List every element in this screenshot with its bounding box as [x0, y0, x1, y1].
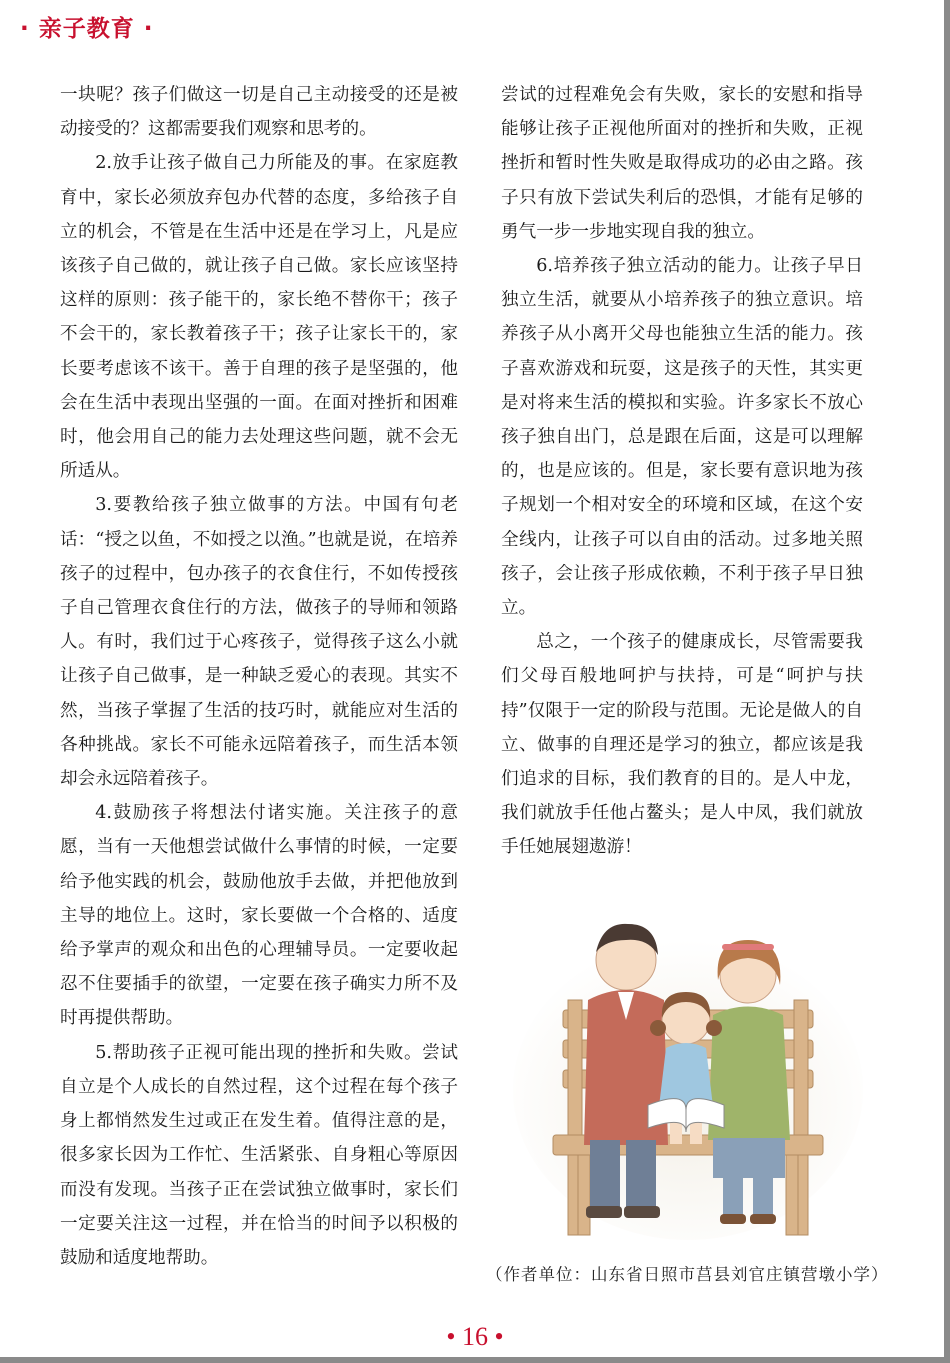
paragraph: 5.帮助孩子正视可能出现的挫折和失败。尝试自立是个人成长的自然过程，这个过程在每个孩子身上都悄然发生过或正在发生着。值得注意的是，很多家长因为工作忙、生活紧张、自身粗心等原因而没有发现。当孩子正在尝试独立做事时，家长们一定要关注这一过程，并在恰当的时间予以积极的鼓励和适度地帮助。: [60, 1042, 458, 1268]
paragraph: 3.要教给孩子独立做事的方法。中国有句老话：“授之以鱼，不如授之以渔。”也就是说，在培养孩子的过程中，包办孩子的衣食住行，不如传授孩子自己管理衣食住行的方法，做孩子的导师和领路人。有时，我们过于心疼孩子，觉得孩子这么小就让孩子自己做事，是一种缺乏爱心的表现。其实不然，当孩子掌握了生活的技巧时，就能应对生活的各种挑战。家长不可能永远陪着孩子，而生活本领却会永远陪着孩子。: [60, 495, 458, 790]
paragraph: 6.培养孩子独立活动的能力。让孩子早日独立生活，就要从小培养孩子的独立意识。培养孩子从小离开父母也能独立生活的能力。孩子喜欢游戏和玩耍，这是孩子的天性，其实更是对将来生活的模拟和实验。许多家长不放心孩子独自出门，总是跟在后面，这是可以理解的，也是应该的。但是，家长要有意识地为孩子规划一个相对安全的环境和区域，在这个安全线内，让孩子可以自由的活动。过多地关照孩子，会让孩子形成依赖，不利于孩子早日独立。: [501, 256, 863, 619]
right-column: [501, 78, 863, 865]
paragraph: 一块呢？孩子们做这一切是自己主动接受的还是被动接受的？这都需要我们观察和思考的。: [60, 85, 458, 140]
paragraph: 4.鼓励孩子将想法付诸实施。关注孩子的意愿，当有一天他想尝试做什么事情的时候，一定要给予他实践的机会，鼓励他放手去做，并把他放到主导的地位上。这时，家长要做一个合格的、适度给予掌声的观众和出色的心理辅导员。一定要收起忍不住要插手的欲望，一定要在孩子确实力所不及时再提供帮助。: [60, 803, 458, 1029]
page-number: • 16 •: [446, 1322, 504, 1351]
paragraph: 总之，一个孩子的健康成长，尽管需要我们父母百般地呵护与扶持，可是“呵护与扶持”仅限于一定的阶段与范围。无论是做人的自立、做事的自理还是学习的独立，都应该是我们追求的目标，我们教育的目的。是人中龙，我们就放手任他占鳌头；是人中凤，我们就放手任她展翅遨游！: [501, 632, 863, 858]
left-column: [60, 78, 458, 1275]
father-figure: [584, 924, 668, 1218]
author-affiliation: （作者单位：山东省日照市莒县刘官庄镇营墩小学）: [486, 1265, 889, 1284]
section-header: · 亲子教育 ·: [20, 16, 154, 42]
paragraph: 2.放手让孩子做自己力所能及的事。在家庭教育中，家长必须放弃包办代替的态度，多给孩子自立的机会，不管是在生活中还是在学习上，凡是应该孩子自己做的，就让孩子自己做。家长应该坚持这样的原则：孩子能干的，家长绝不替你干；孩子不会干的，家长教着孩子干；孩子让家长干的，家长要考虑该不该干。善于自理的孩子是坚强的，他会在生活中表现出坚强的一面。在面对挫折和困难时，他会用自己的能力去处理这些问题，就不会无所适从。: [60, 153, 458, 482]
family-illustration: [508, 900, 868, 1248]
paragraph: 尝试的过程难免会有失败，家长的安慰和指导能够让孩子正视他所面对的挫折和失败，正视挫折和暂时性失败是取得成功的必由之路。孩子只有放下尝试失利后的恐惧，才能有足够的勇气一步一步地实现自我的独立。: [501, 85, 863, 242]
